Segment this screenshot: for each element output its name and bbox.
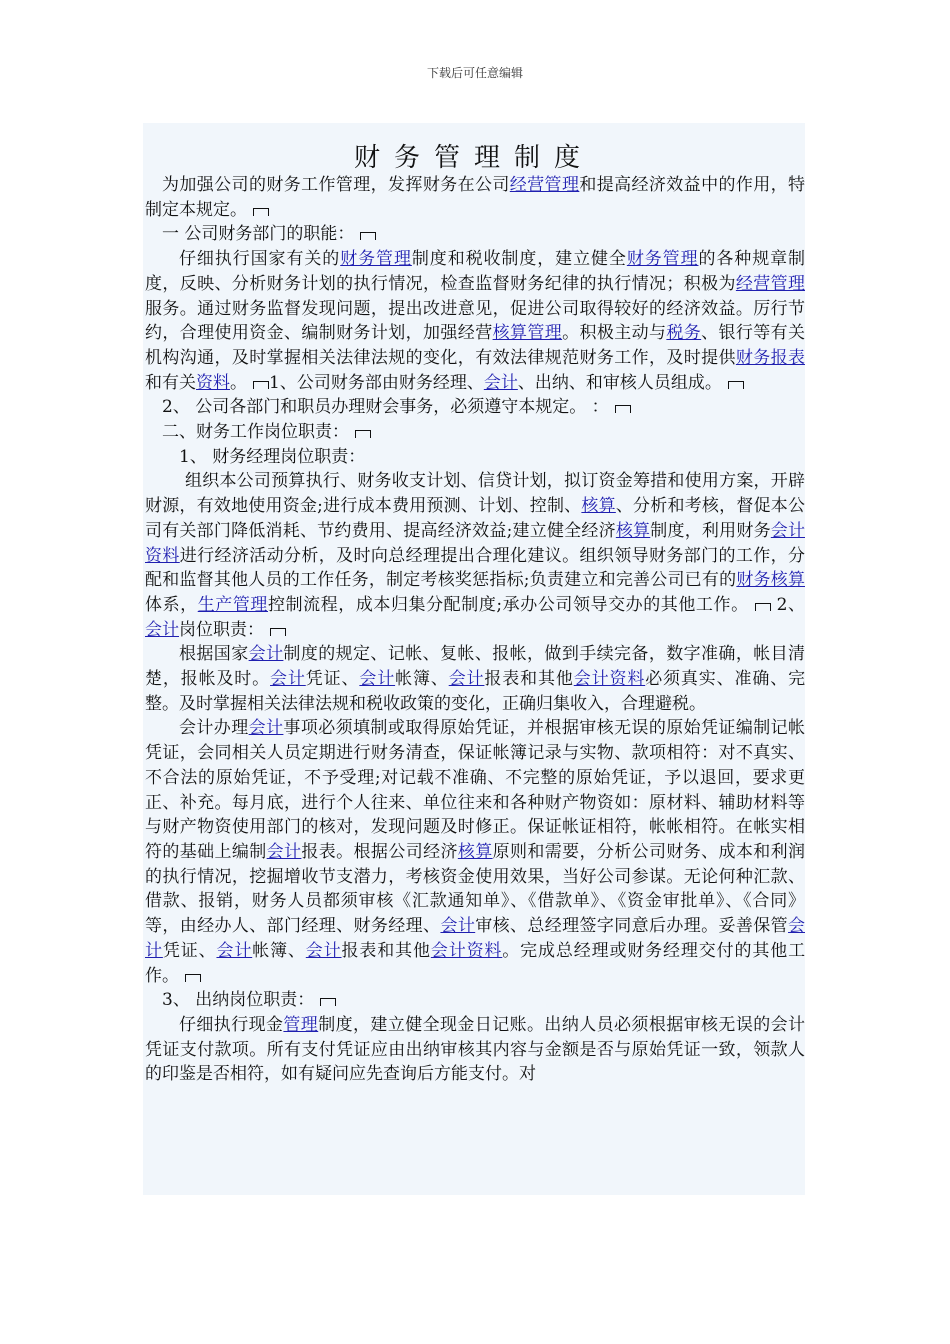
paragraph-mark-icon xyxy=(320,998,336,1006)
keyword-link[interactable]: 会计 xyxy=(266,841,302,862)
text-run: 和有关 xyxy=(145,372,196,393)
text-run: 一 公司财务部门的职能： xyxy=(162,224,355,245)
paragraph-mark-icon xyxy=(755,603,771,611)
text-run: 制度的规定、记帐、复帐、报帐，做到手续完备，数字准确，帐目清楚，报帐及时。 xyxy=(145,644,805,690)
text-run: 1、 财务经理岗位职责： xyxy=(179,446,366,467)
paragraph-mark-icon xyxy=(253,208,269,216)
document-title: 财务管理制度 xyxy=(353,143,594,173)
keyword-link[interactable]: 会计 xyxy=(483,372,518,393)
keyword-link[interactable]: 财务报表 xyxy=(735,347,805,368)
keyword-link[interactable]: 核算管理 xyxy=(492,323,563,344)
paragraph-mark-icon xyxy=(615,405,631,413)
text-run: 报表和其他 xyxy=(341,940,431,961)
paragraph xyxy=(145,247,805,395)
keyword-link[interactable]: 会计 xyxy=(216,940,253,961)
paragraph xyxy=(145,716,805,988)
text-run: 岗位职责： xyxy=(179,619,264,640)
paragraph xyxy=(145,420,805,445)
text-run: 的各种规章制度，反映、分析财务计划的执行情况，检查监督财务纪律的执行情况；积极为 xyxy=(145,249,805,294)
text-run: 。完成总经理或财务经理交付的其他工作。 xyxy=(145,940,805,986)
text-run: 帐簿、 xyxy=(252,940,306,961)
text-run: 制度，利用财务 xyxy=(650,520,771,541)
text-run: 制度，建立健全现金日记账。出纳人员必须根据审核无误的会计凭证支付款项。所有支付凭证应由出纳审核其内容与金额是否与原始凭证一致，领款人的印鉴是否相符，如有疑问应先查询后方能支付。对 xyxy=(145,1014,805,1085)
text-run: 组织本公司预算执行、财务收支计划、信贷计划，拟订资金筹措和使用方案，开辟财源，有效地使用资金;进行成本费用预测、计划、控制、 xyxy=(145,471,805,517)
paragraph-mark-icon xyxy=(728,381,744,389)
keyword-link[interactable]: 会计 xyxy=(359,669,396,690)
paragraph-mark-icon xyxy=(185,974,201,982)
keyword-link[interactable]: 会计 xyxy=(145,619,179,640)
text-run: 和提高经济效益中的作用，特制定本规定。 xyxy=(145,175,805,220)
paragraph xyxy=(145,445,805,470)
keyword-link[interactable]: 会计 xyxy=(305,940,342,961)
text-run: 。积极主动与 xyxy=(562,323,667,344)
keyword-link[interactable]: 财务核算 xyxy=(736,570,805,591)
text-run: 必须真实、准确、完整。及时掌握相关法律法规和税收政策的变化，正确归集收入，合理避税。 xyxy=(145,669,805,714)
paragraph xyxy=(145,642,805,716)
text-run: 体系， xyxy=(145,594,198,615)
text-run: 根据国家 xyxy=(179,644,249,665)
text-run: 报表。根据公司经济 xyxy=(301,841,458,862)
text-run: 为加强公司的财务工作管理，发挥财务在公司 xyxy=(162,175,510,195)
text-run: 仔细执行国家有关的 xyxy=(179,249,341,270)
text-run: 凭证、 xyxy=(305,669,360,690)
paragraph xyxy=(145,469,805,642)
paragraph xyxy=(145,222,805,247)
keyword-link[interactable]: 核算 xyxy=(615,520,651,541)
keyword-link[interactable]: 会计资料 xyxy=(145,520,805,566)
text-run: 、出纳、和审核人员组成。 xyxy=(517,372,722,393)
keyword-link[interactable]: 经营管理 xyxy=(735,273,805,294)
keyword-link[interactable]: 经营管理 xyxy=(509,175,580,195)
keyword-link[interactable]: 会计 xyxy=(448,669,485,690)
keyword-link[interactable]: 会计资料 xyxy=(430,940,503,961)
keyword-link[interactable]: 会计 xyxy=(145,916,805,961)
text-run: 、分析和考核，督促本公司有关部门降低消耗、节约费用、提高经济效益;建立健全经济 xyxy=(145,496,805,541)
text-run: 仔细执行现金 xyxy=(179,1014,284,1035)
text-run: 1、公司财务部由财务经理、 xyxy=(269,372,484,393)
text-run: 会计办理 xyxy=(179,718,249,739)
text-run: 原则和需要，分析公司财务、成本和利润的执行情况，挖掘增收节支潜力，考核资金使用效果，当好公司参谋。无论何种汇款、借款、报销，财务人员都须审核《汇款通知单》、《借款单》、《资金审批单》、《合同》等，由经办人、部门经理、财务经理、 xyxy=(145,841,805,937)
document-body xyxy=(143,173,805,1087)
paragraph xyxy=(145,173,805,222)
text-run: 。 xyxy=(230,372,247,393)
keyword-link[interactable]: 会计 xyxy=(270,669,306,690)
keyword-link[interactable]: 会计 xyxy=(440,916,476,937)
paragraph-mark-icon xyxy=(253,381,269,389)
page-header: 下载后可任意编辑 xyxy=(426,66,523,80)
text-run: 服务。通过财务监督发现问题，提出改进意见，促进公司取得较好的经济效益。厉行节约，合理使用资金、编制财务计划，加强经营 xyxy=(145,298,805,344)
text-run: 进行经济活动分析，及时向总经理提出合理化建议。组织领导财务部门的工作，分配和监督其他人员的工作任务，制定考核奖惩指标;负责建立和完善公司已有的 xyxy=(145,545,805,591)
text-run: 控制流程，成本归集分配制度;承办公司领导交办的其他工作。 xyxy=(268,594,749,615)
keyword-link[interactable]: 会计 xyxy=(248,718,284,739)
text-run: 事项必须填制或取得原始凭证，并根据审核无误的原始凭证编制记帐凭证，会同相关人员定期进行财务清查，保证帐簿记录与实物、款项相符：对不真实、不合法的原始凭证，不予受理;对记载不准确、不完整的原始凭证，予以退回，要求更正、补充。每月底，进行个人往来、单位往来和各种财产物资如：原材料、辅助材料等与财产物资使用部门的核对，发现问题及时修正。保证帐证相符，帐帐相符。在帐实相符的基础上编制 xyxy=(145,718,805,862)
keyword-link[interactable]: 核算 xyxy=(457,841,493,862)
keyword-link[interactable]: 核算 xyxy=(581,496,616,517)
text-run: 凭证、 xyxy=(162,940,217,961)
text-run: 2、 xyxy=(770,594,805,615)
keyword-link[interactable]: 资料 xyxy=(196,372,230,393)
text-run: 报表和其他 xyxy=(484,669,574,690)
keyword-link[interactable]: 会计资料 xyxy=(573,669,646,690)
paragraph-mark-icon xyxy=(360,232,376,240)
keyword-link[interactable]: 税务 xyxy=(666,323,702,344)
text-run: 2、 公司各部门和职员办理财会事务，必须遵守本规定。 ： xyxy=(162,397,609,418)
text-run: 制度和税收制度，建立健全 xyxy=(411,249,627,270)
text-run: 审核、总经理签字同意后办理。妥善保管 xyxy=(475,916,789,937)
document-page xyxy=(143,123,805,1195)
keyword-link[interactable]: 会计 xyxy=(248,644,284,665)
paragraph xyxy=(145,395,805,420)
paragraph xyxy=(145,1013,805,1087)
paragraph-mark-icon xyxy=(270,628,286,636)
paragraph xyxy=(145,988,805,1013)
keyword-link[interactable]: 生产管理 xyxy=(197,594,268,615)
keyword-link[interactable]: 财务管理 xyxy=(340,249,412,270)
text-run: 3、 出纳岗位职责： xyxy=(162,990,315,1011)
paragraph-mark-icon xyxy=(355,430,371,438)
text-run: 、银行等有关机构沟通，及时掌握相关法律法规的变化，有效法律规范财务工作，及时提供 xyxy=(145,323,805,368)
text-run: 二、财务工作岗位职责： xyxy=(162,422,349,443)
text-run: 帐簿、 xyxy=(395,669,449,690)
keyword-link[interactable]: 财务管理 xyxy=(626,249,699,270)
keyword-link[interactable]: 管理 xyxy=(283,1014,319,1035)
